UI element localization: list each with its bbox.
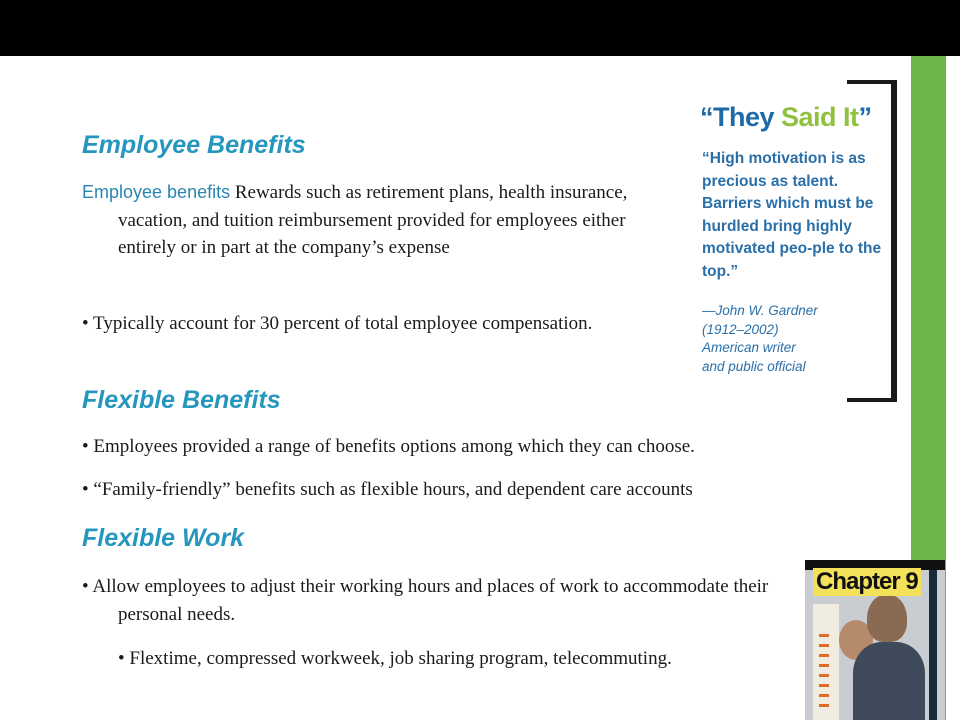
quote-author-role1: American writer [702, 340, 796, 355]
definition-text: Rewards such as retirement plans, health insurance, vacation, and tuition reimbursement provided for employees either entirely or in part at the company’s expense [118, 182, 628, 258]
book-cover-image [805, 560, 945, 720]
bullet-flextime: • Flextime, compressed workweek, job sharing program, telecommuting. [118, 648, 672, 669]
definition-term: Employee benefits [82, 182, 231, 202]
quote-open-mark: “ [700, 102, 713, 132]
quote-author-name: —John W. Gardner [702, 303, 818, 318]
quote-text: “High motivation is as precious as talent. Barriers which must be hurdled bring highly motivated peo-ple to the top.” [702, 150, 882, 280]
quote-author-role2: and public official [702, 358, 806, 374]
bullet-compensation: • Typically account for 30 percent of total employee compensation. [82, 313, 593, 334]
book-title: Chapter 9 [813, 568, 921, 596]
quote-author [702, 302, 882, 376]
quote-border-top [847, 80, 897, 84]
bullet-family-friendly: • “Family-friendly” benefits such as flexible hours, and dependent care accounts [82, 479, 693, 500]
quote-border-right [891, 80, 897, 402]
heading-flexible-benefits: Flexible Benefits [82, 386, 281, 414]
quote-title-word2: Said It [781, 102, 859, 132]
heading-employee-benefits: Employee Benefits [82, 131, 306, 159]
quote-author-years: (1912–2002) [702, 321, 779, 337]
top-bar [0, 0, 960, 56]
quote-border-bottom [847, 398, 897, 402]
quote-title-word1: They [713, 102, 782, 132]
quote-close-mark: ” [858, 102, 872, 132]
bullet-benefit-options: • Employees provided a range of benefits options among which they can choose. [82, 436, 695, 457]
heading-flexible-work: Flexible Work [82, 524, 245, 552]
quote-title [700, 102, 872, 133]
bullet-adjust-hours: • Allow employees to adjust their working hours and places of work to accommodate their personal needs. [82, 576, 769, 625]
definition-paragraph [82, 179, 678, 262]
